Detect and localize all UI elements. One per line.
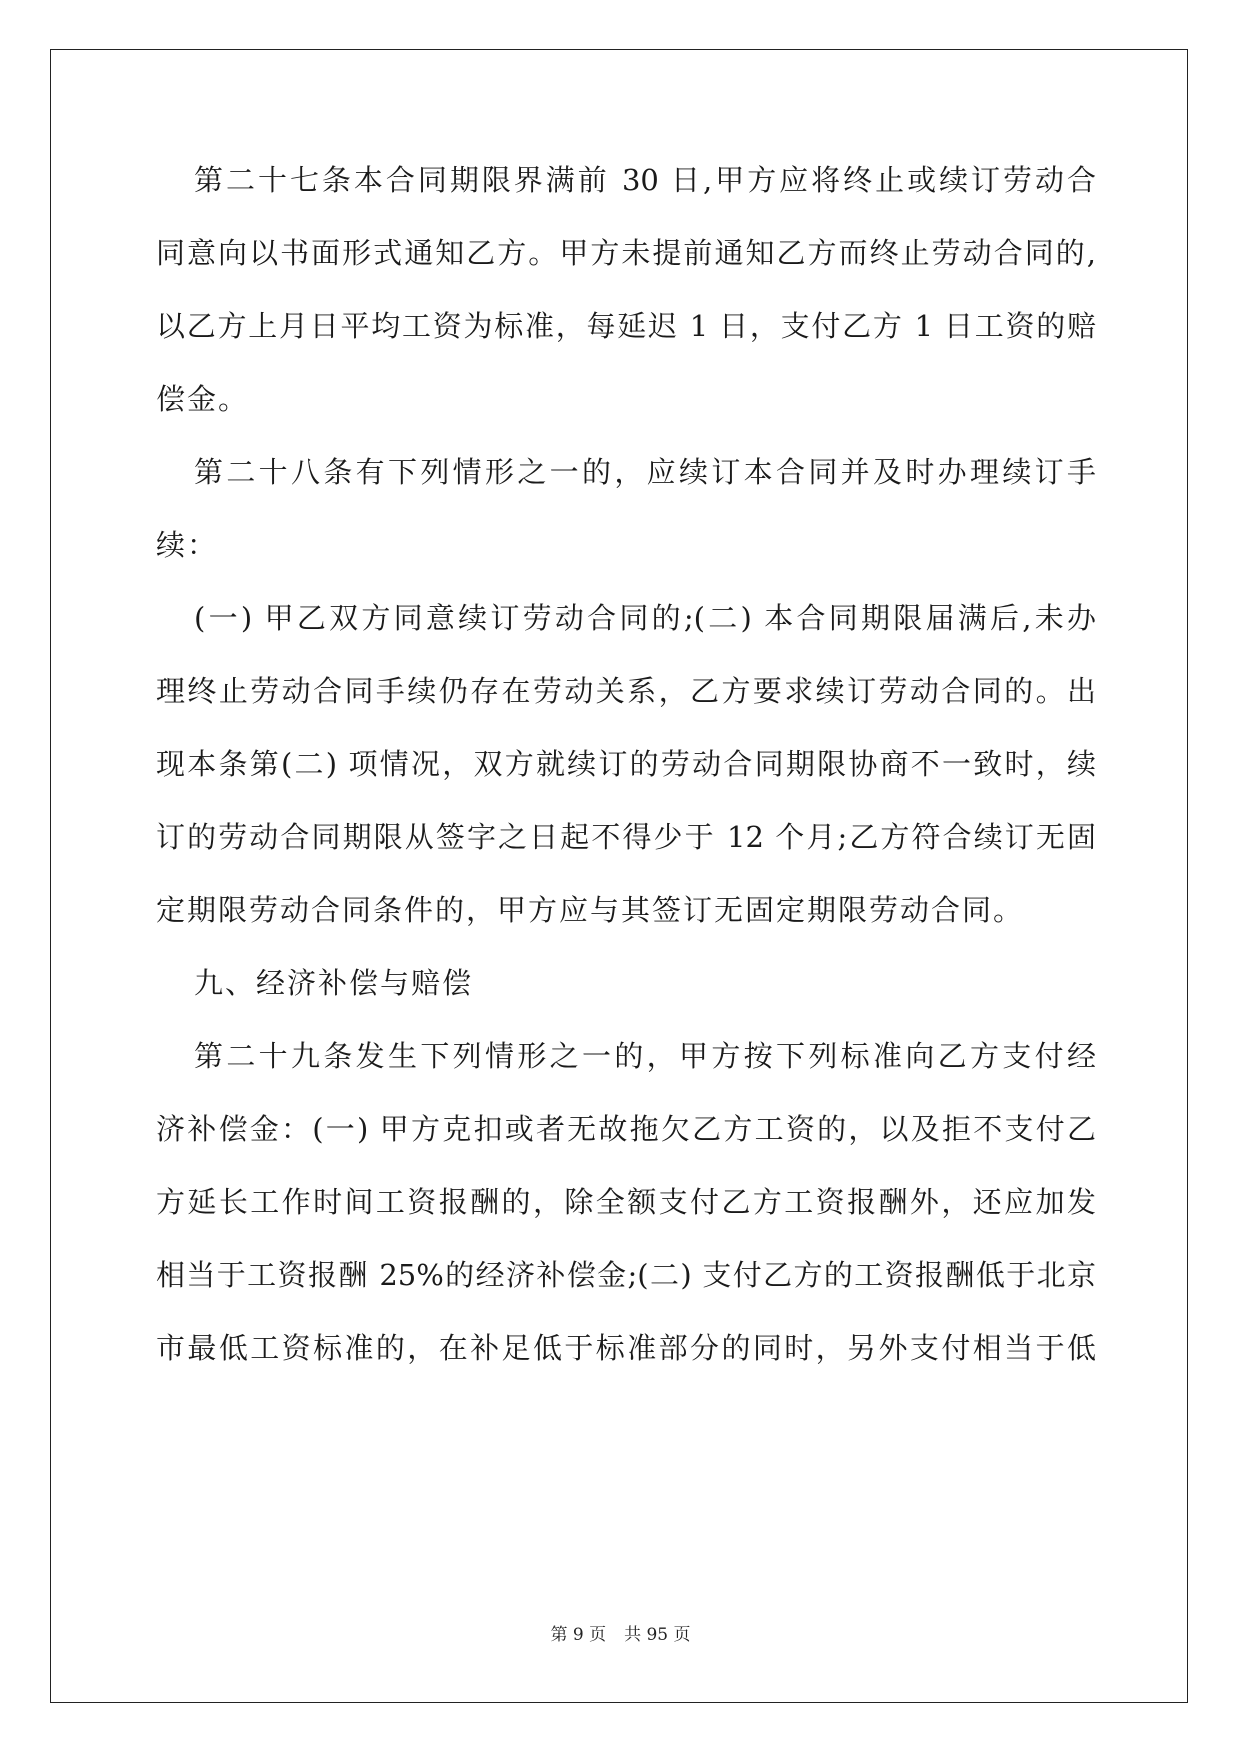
paragraph-line: 现本条第(二) 项情况，双方就续订的劳动合同期限协商不一致时，续: [156, 747, 1096, 781]
page-footer: [0, 1620, 1241, 1645]
paragraph-line: 订的劳动合同期限从签字之日起不得少于 12 个月;乙方符合续订无固: [156, 820, 1096, 854]
paragraph-line: 方延长工作时间工资报酬的，除全额支付乙方工资报酬外，还应加发: [156, 1185, 1096, 1219]
paragraph-line: 理终止劳动合同手续仍存在劳动关系，乙方要求续订劳动合同的。出: [156, 674, 1096, 708]
paragraph-line: 市最低工资标准的，在补足低于标准部分的同时，另外支付相当于低: [156, 1331, 1096, 1365]
paragraph-line: 济补偿金：(一) 甲方克扣或者无故拖欠乙方工资的，以及拒不支付乙: [156, 1112, 1096, 1146]
page-border: [50, 49, 1188, 1703]
paragraph-line: 偿金。: [156, 382, 250, 416]
page-number-total: 共 95 页: [624, 1625, 691, 1645]
paragraph-line: (一) 甲乙双方同意续订劳动合同的;(二) 本合同期限届满后,未办: [194, 601, 1096, 635]
paragraph-line: 第二十九条发生下列情形之一的，甲方按下列标准向乙方支付经: [194, 1039, 1096, 1073]
paragraph-line: 第二十八条有下列情形之一的，应续订本合同并及时办理续订手: [194, 455, 1096, 489]
page-number-current: 第 9 页: [550, 1625, 607, 1645]
paragraph-line: 相当于工资报酬 25%的经济补偿金;(二) 支付乙方的工资报酬低于北京: [156, 1258, 1096, 1292]
paragraph-line: 定期限劳动合同条件的，甲方应与其签订无固定期限劳动合同。: [156, 893, 1025, 927]
paragraph-line: 第二十七条本合同期限界满前 30 日,甲方应将终止或续订劳动合: [194, 163, 1096, 197]
paragraph-line: 以乙方上月日平均工资为标准，每延迟 1 日，支付乙方 1 日工资的赔: [156, 309, 1096, 343]
paragraph-line: 续：: [156, 528, 219, 562]
paragraph-line: 同意向以书面形式通知乙方。甲方未提前通知乙方而终止劳动合同的,: [156, 236, 1096, 270]
section-heading: 九、经济补偿与赔偿: [194, 966, 474, 1000]
